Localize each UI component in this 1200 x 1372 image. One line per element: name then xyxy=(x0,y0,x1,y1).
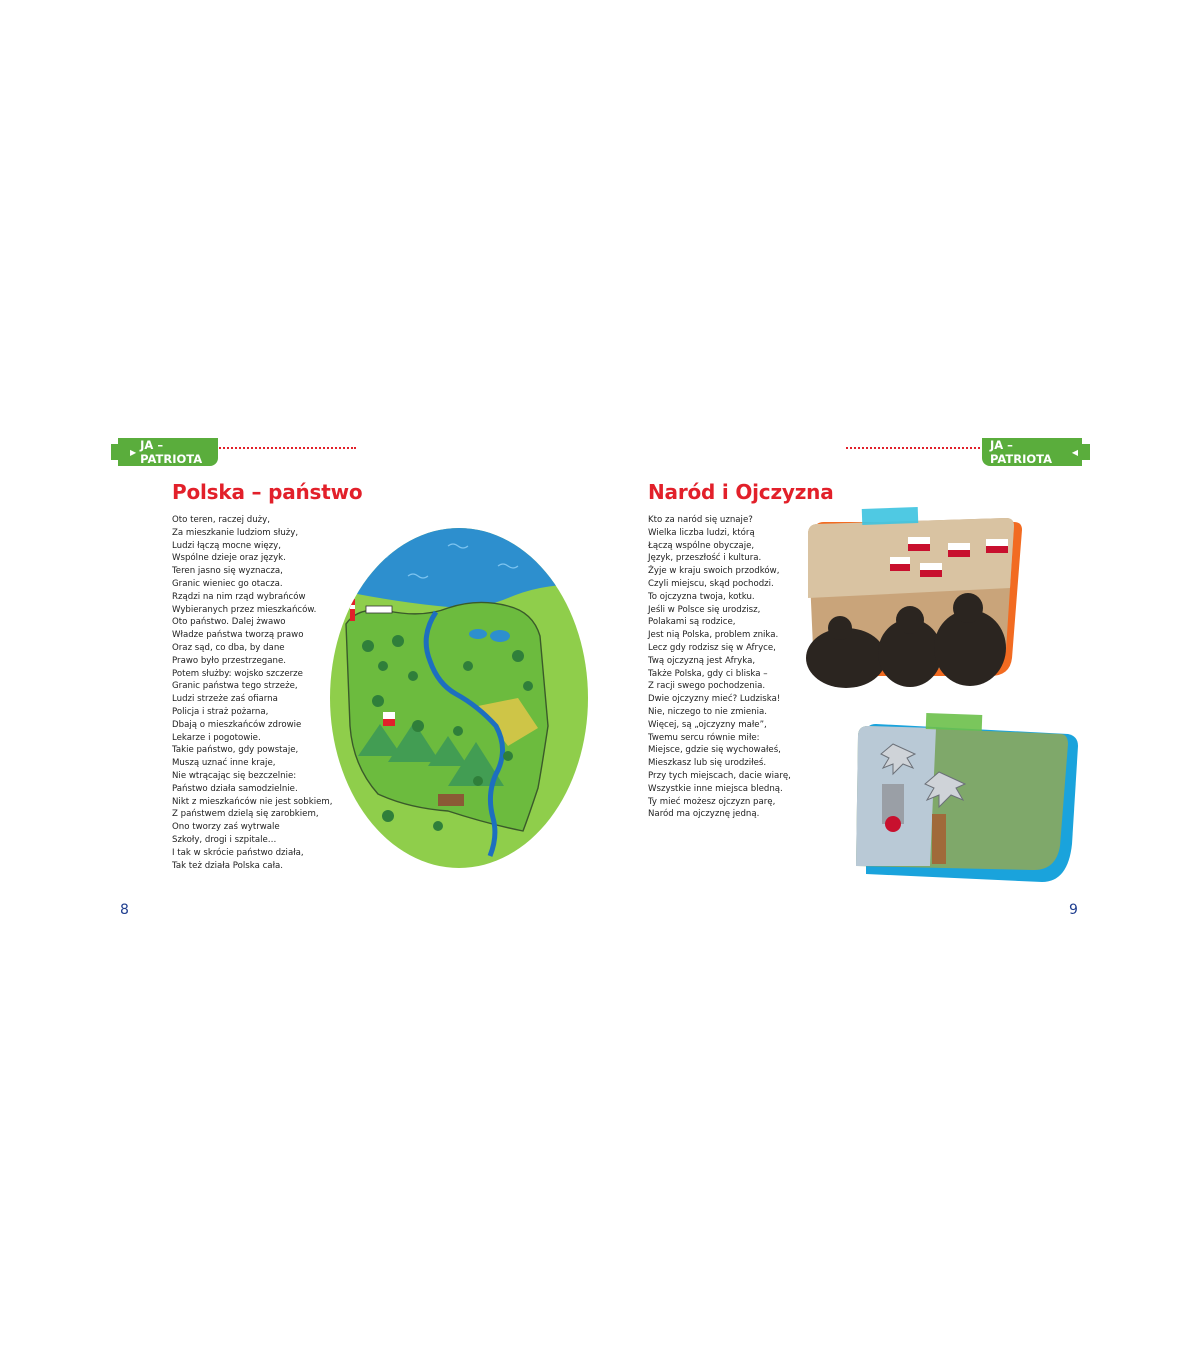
poem-line: Za mieszkanie ludziom służy, xyxy=(172,527,299,538)
poem-line: Z państwem dzielą się zarobkiem, xyxy=(172,809,319,820)
poem-left xyxy=(172,514,333,872)
poem-line: Takie państwo, gdy powstaje, xyxy=(172,745,299,756)
poem-line: Wspólne dzieje oraz język. xyxy=(172,553,286,564)
poem-line: To ojczyzna twoja, kotku. xyxy=(648,591,755,602)
poem-line: Ono tworzy zaś wytrwale xyxy=(172,822,280,833)
poem-line: Czyli miejscu, skąd pochodzi. xyxy=(648,578,774,589)
triangle-left-icon: ◀ xyxy=(1071,447,1078,457)
poem-line: Nie, niczego to nie zmienia. xyxy=(648,706,767,717)
poem-line: Kto za naród się uznaje? xyxy=(648,515,753,525)
poem-line: Miejsce, gdzie się wychowałeś, xyxy=(648,745,781,756)
poem-line: Język, przeszłość i kultura. xyxy=(648,553,762,564)
page-title-right: Naród i Ojczyzna xyxy=(648,480,834,504)
page-title-left: Polska – państwo xyxy=(172,480,363,504)
poem-line: Muszą uznać inne kraje, xyxy=(172,758,276,769)
section-tab-right xyxy=(982,438,1082,466)
poem-line: Szkoły, drogi i szpitale… xyxy=(172,834,277,845)
poem-line: Naród ma ojczyznę jedną. xyxy=(648,809,760,820)
polish-eagle-emblems-photo xyxy=(846,714,1082,886)
poem-line: Polakami są rodzice, xyxy=(648,617,736,628)
poland-illustrated-map xyxy=(328,526,590,870)
poem-line: Przy tych miejscach, dacie wiarę, xyxy=(648,770,791,781)
poem-line: Z racji swego pochodzenia. xyxy=(648,681,766,692)
poem-line: Oto teren, raczej duży, xyxy=(172,515,270,525)
poem-line: Teren jasno się wyznacza, xyxy=(172,566,283,577)
poem-line: Prawo było przestrzegane. xyxy=(172,655,286,666)
poem-line: Oraz sąd, co dba, by dane xyxy=(172,642,285,653)
poem-line: Wielka liczba ludzi, którą xyxy=(648,527,755,538)
poem-line: Nikt z mieszkańców nie jest sobkiem, xyxy=(172,796,333,807)
page-number-right: 9 xyxy=(1069,902,1078,918)
poem-line: Mieszkasz lub się urodziłeś. xyxy=(648,758,767,769)
poem-line: Policja i straż pożarna, xyxy=(172,706,269,717)
poem-line: Lekarze i pogotowie. xyxy=(172,732,261,743)
poem-line: Rządzi na nim rząd wybrańców xyxy=(172,591,306,602)
poem-line: Ludzi łączą mocne więzy, xyxy=(172,540,281,551)
poem-line: Łączą wspólne obyczaje, xyxy=(648,540,755,551)
poem-line: I tak w skrócie państwo działa, xyxy=(172,847,304,858)
section-tab-label: JA – PATRIOTA xyxy=(990,438,1052,466)
section-tab-edge-right xyxy=(1082,444,1090,460)
poem-line: Ty mieć możesz ojczyzn parę, xyxy=(648,796,776,807)
poem-line: Twą ojczyzną jest Afryka, xyxy=(648,655,756,666)
poem-line: Państwo działa samodzielnie. xyxy=(172,783,298,794)
poem-line: Władze państwa tworzą prawo xyxy=(172,630,304,641)
poem-line: Dwie ojczyzny mieć? Ludziska! xyxy=(648,694,781,705)
poem-line: Także Polska, gdy ci bliska – xyxy=(648,668,768,679)
section-tab-left xyxy=(118,438,218,466)
triangle-right-icon: ▶ xyxy=(130,447,137,457)
poem-line: Nie wtrącając się bezczelnie: xyxy=(172,770,297,781)
poem-line: Oto państwo. Dalej żwawo xyxy=(172,617,286,628)
poem-line: Granic wieniec go otacza. xyxy=(172,578,283,589)
poem-line: Więcej, są „ojczyzny małe”, xyxy=(648,719,767,730)
section-tab-label: JA – PATRIOTA xyxy=(140,438,203,466)
poem-line: Jeśli w Polsce się urodzisz, xyxy=(648,604,761,615)
poem-line: Dbają o mieszkańców zdrowie xyxy=(172,719,302,730)
poem-right xyxy=(648,514,791,821)
poem-line: Żyje w kraju swoich przodków, xyxy=(648,566,780,577)
poem-line: Wybieranych przez mieszkańców. xyxy=(172,604,317,615)
poem-line: Wszystkie inne miejsca bledną. xyxy=(648,783,783,794)
poem-line: Potem służby: wojsko szczerze xyxy=(172,668,303,679)
poem-line: Granic państwa tego strzeże, xyxy=(172,681,298,692)
poem-line: Ludzi strzeże zaś ofiarna xyxy=(172,694,278,705)
poem-line: Lecz gdy rodzisz się w Afryce, xyxy=(648,642,776,653)
people-waving-polish-flags-photo xyxy=(800,508,1022,680)
page-number-left: 8 xyxy=(120,902,129,918)
poem-line: Jest nią Polska, problem znika. xyxy=(648,630,779,641)
poem-line: Twemu sercu równie miłe: xyxy=(648,732,760,743)
poem-line: Tak też działa Polska cała. xyxy=(172,860,284,871)
